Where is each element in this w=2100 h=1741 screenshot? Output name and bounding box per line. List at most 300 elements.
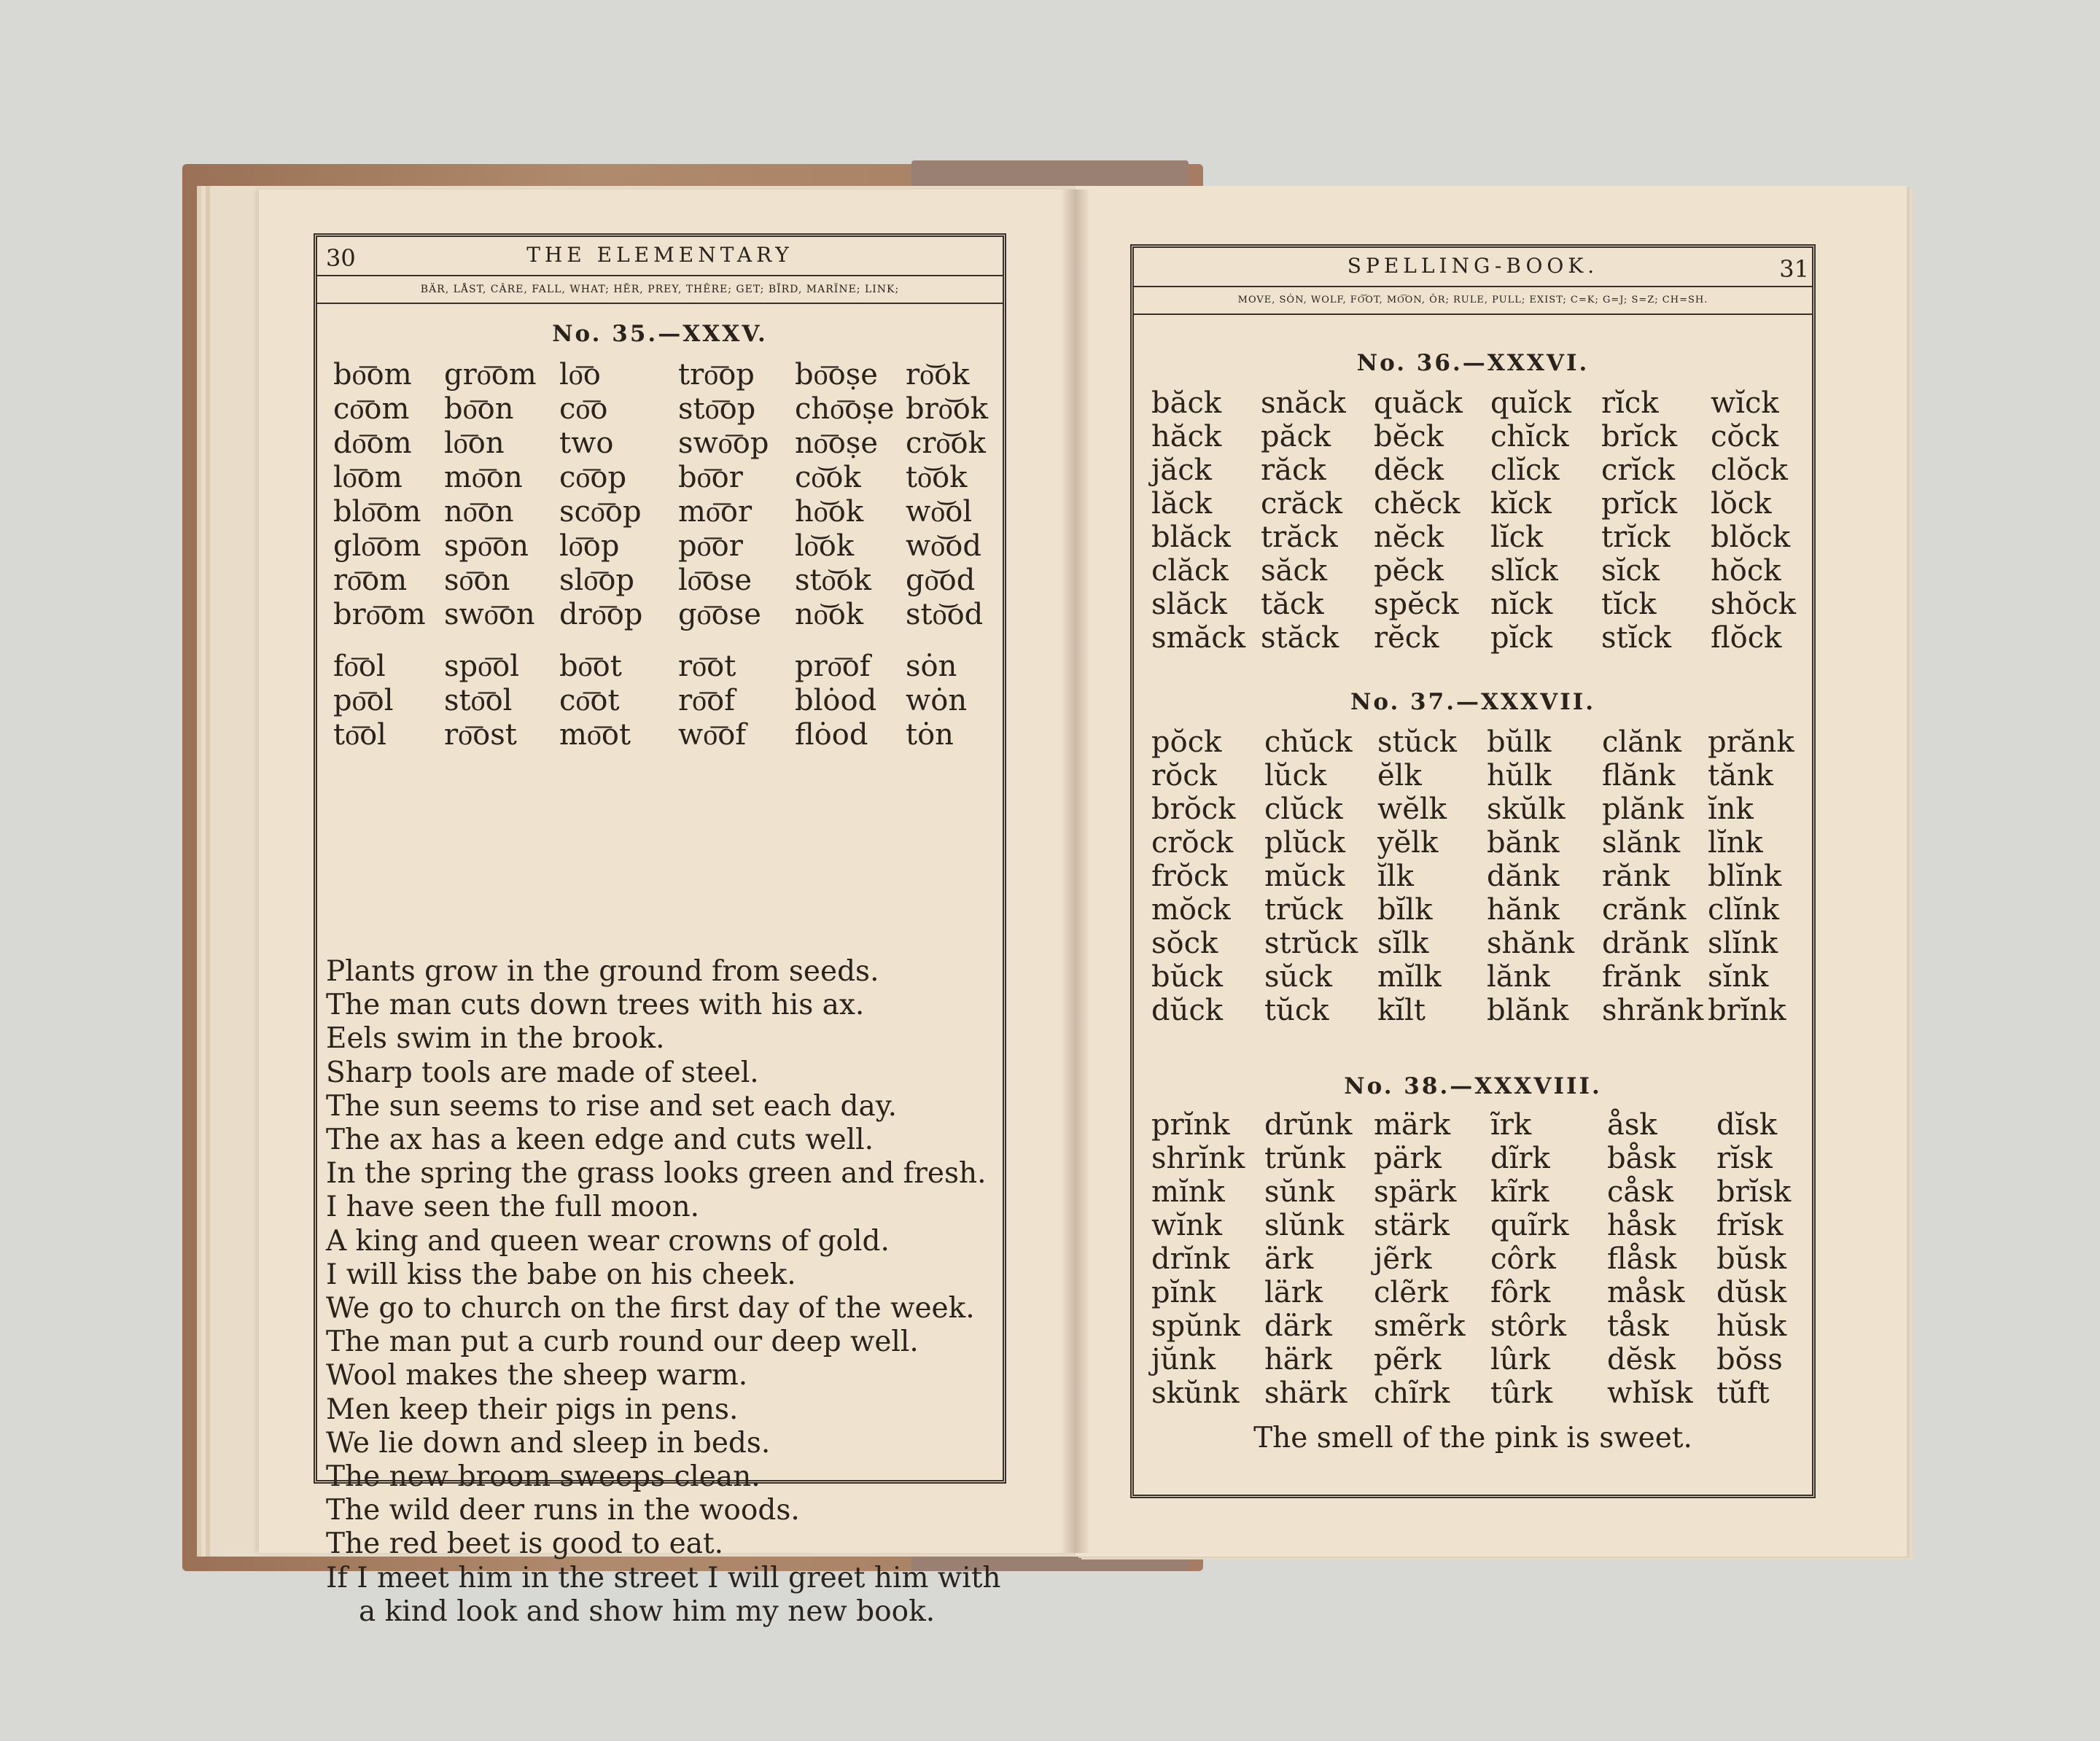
spelling-word: păck: [1261, 420, 1331, 453]
spelling-word: crăck: [1261, 487, 1343, 521]
spelling-word: côrk: [1490, 1242, 1556, 1276]
left-page: [314, 233, 1006, 1628]
sentence-line: The wild deer runs in the woods.: [326, 1494, 800, 1527]
lesson-35-word-table: [333, 357, 993, 631]
spelling-word: dro͞op: [559, 598, 643, 631]
sentence-line: a kind look and show him my new book.: [359, 1594, 936, 1628]
word-row: [1151, 1209, 1804, 1242]
spelling-word: so͞on: [444, 564, 510, 597]
spelling-word: brĭnk: [1708, 994, 1786, 1027]
spelling-word: cro͝ok: [906, 427, 986, 460]
spelling-word: ĭnk: [1708, 792, 1754, 826]
word-row: [333, 649, 993, 683]
spelling-word: bro͝ok: [906, 392, 989, 426]
lesson-35-title: No. 35.—XXXV.: [552, 321, 768, 347]
spelling-word: clŏck: [1711, 453, 1788, 487]
spelling-word: whĭsk: [1607, 1376, 1693, 1410]
sentence-line: I have seen the full moon.: [326, 1191, 699, 1224]
lesson-36-title: No. 36.—XXXVI.: [1356, 350, 1590, 376]
spelling-word: slănk: [1602, 826, 1681, 860]
spelling-word: clănk: [1602, 725, 1682, 759]
spelling-word: båsk: [1607, 1142, 1676, 1175]
spelling-word: bŭlk: [1487, 725, 1552, 759]
spelling-word: wĭck: [1711, 386, 1779, 420]
right-pronunciation-key: MOVE, SȮN, WOLF, FO͝OT, MO͞ON, ÔR; RULE, PULL; EXIST; C=K; G=J; S=Z; CH=SH.: [1134, 286, 1812, 315]
spelling-word: tănk: [1708, 759, 1773, 792]
lesson-35-word-table-2: [333, 649, 993, 752]
spelling-word: do͞om: [333, 427, 412, 460]
spelling-word: wĕlk: [1377, 792, 1447, 826]
spelling-word: ho͝ok: [795, 495, 864, 529]
word-row: [333, 494, 993, 529]
spelling-word: lo͞on: [444, 427, 505, 460]
word-row: [1151, 826, 1795, 860]
spelling-word: stŭck: [1377, 725, 1458, 759]
word-row: [1151, 1242, 1804, 1276]
spelling-word: sco͞op: [559, 495, 642, 529]
spelling-word: quĭck: [1490, 386, 1571, 420]
spelling-word: ro͞of: [678, 684, 736, 717]
spelling-word: sto͞ol: [444, 684, 513, 717]
spelling-word: jŭnk: [1151, 1343, 1216, 1376]
lesson-36-word-table: [1151, 386, 1798, 655]
spelling-word: tĭck: [1601, 588, 1657, 621]
spelling-word: băck: [1151, 386, 1222, 420]
spelling-word: nĕck: [1374, 521, 1444, 554]
word-row: [333, 357, 993, 392]
right-page: [1130, 244, 1816, 1498]
word-row: [1151, 1108, 1804, 1142]
word-row: [1151, 521, 1798, 554]
spelling-word: tro͞op: [678, 358, 755, 392]
spelling-word: slo͞op: [559, 564, 635, 597]
spelling-word: mĭnk: [1151, 1175, 1225, 1209]
spelling-word: prănk: [1708, 725, 1794, 759]
spelling-word: plănk: [1602, 792, 1684, 826]
spelling-word: brŏck: [1151, 792, 1236, 826]
word-row: [1151, 960, 1795, 994]
spelling-word: lo͞ose: [678, 564, 752, 597]
spelling-word: ĩrk: [1490, 1108, 1532, 1142]
spelling-word: märk: [1374, 1108, 1451, 1142]
spelling-word: to͞ol: [333, 718, 386, 752]
spelling-word: sȯn: [906, 649, 957, 683]
spelling-word: bo͞ot: [559, 650, 622, 683]
spelling-word: chĭck: [1490, 420, 1569, 453]
spelling-word: prĭck: [1601, 487, 1678, 521]
spelling-word: cåsk: [1607, 1175, 1674, 1209]
word-row: [1151, 420, 1798, 453]
spelling-word: shrĭnk: [1151, 1142, 1245, 1175]
word-row: [1151, 860, 1795, 893]
spelling-word: slăck: [1151, 588, 1227, 621]
spelling-word: swo͞on: [444, 598, 535, 631]
spelling-word: håsk: [1607, 1209, 1676, 1242]
spelling-word: dĩrk: [1490, 1142, 1550, 1175]
spelling-word: slŭnk: [1264, 1209, 1345, 1242]
left-page-number: 30: [326, 244, 356, 272]
spelling-word: fôrk: [1490, 1276, 1551, 1309]
word-row: [1151, 893, 1795, 927]
spelling-word: bro͞om: [333, 598, 426, 631]
spelling-word: chŭck: [1264, 725, 1353, 759]
spelling-word: quĩrk: [1490, 1209, 1569, 1242]
word-row: [1151, 588, 1798, 621]
spelling-word: smẽrk: [1374, 1309, 1466, 1343]
spelling-word: mo͞ot: [559, 718, 631, 752]
word-row: [333, 392, 993, 426]
word-row: [1151, 1175, 1804, 1209]
word-row: [1151, 1343, 1804, 1376]
spelling-word: sĭck: [1601, 554, 1660, 588]
word-row: [333, 717, 993, 752]
sentence-line: I will kiss the babe on his cheek.: [326, 1258, 796, 1291]
spelling-word: ro͝ok: [906, 358, 970, 392]
spelling-word: cho͞oṣe: [795, 392, 895, 426]
spelling-word: lŏck: [1711, 487, 1772, 521]
spelling-word: bŭsk: [1716, 1242, 1787, 1276]
spelling-word: co͞ot: [559, 684, 620, 717]
spelling-word: drănk: [1602, 927, 1689, 960]
word-row: [1151, 1376, 1804, 1410]
spelling-word: pĭnk: [1151, 1276, 1216, 1309]
spelling-word: brĭck: [1601, 420, 1678, 453]
spelling-word: hŭsk: [1716, 1309, 1787, 1343]
spelling-word: spo͞on: [444, 529, 529, 563]
spelling-word: quăck: [1374, 386, 1463, 420]
spelling-word: kĭlt: [1377, 994, 1426, 1027]
spelling-word: blĭnk: [1708, 860, 1782, 893]
book-gutter: [1061, 190, 1090, 1553]
spelling-word: blȯod: [795, 683, 877, 717]
word-row: [1151, 994, 1795, 1027]
spelling-word: lĭck: [1490, 521, 1544, 554]
spelling-word: shärk: [1264, 1376, 1348, 1410]
spelling-word: spĕck: [1374, 588, 1459, 621]
spelling-word: brĭsk: [1716, 1175, 1792, 1209]
spelling-word: chĕck: [1374, 487, 1461, 521]
spelling-word: no͝ok: [795, 598, 864, 631]
left-pronunciation-key: BÄR, LÅST, CÂRE, FALL, WHAT; HĒR, PREY, THÊRE; GET; BĪRD, MARÏNE; LINK;: [317, 275, 1003, 304]
spelling-word: åsk: [1607, 1108, 1657, 1142]
spelling-word: frĭsk: [1716, 1209, 1784, 1242]
spelling-word: clăck: [1151, 554, 1229, 588]
spelling-word: hănk: [1487, 893, 1560, 927]
spelling-word: lănk: [1487, 960, 1550, 994]
spelling-word: drŭnk: [1264, 1108, 1353, 1142]
spelling-word: frŏck: [1151, 860, 1228, 893]
spelling-word: răck: [1261, 453, 1326, 487]
sentence-line: The man put a curb round our deep well.: [326, 1325, 919, 1359]
spelling-word: bŏss: [1716, 1343, 1783, 1376]
spelling-word: lo͞om: [333, 461, 402, 494]
spelling-word: ro͞ost: [444, 718, 517, 752]
spelling-word: blŏck: [1711, 521, 1791, 554]
spelling-word: mĭlk: [1377, 960, 1442, 994]
spelling-word: two: [559, 426, 614, 460]
spelling-word: måsk: [1607, 1276, 1685, 1309]
word-row: [333, 597, 993, 631]
spelling-word: sĭnk: [1708, 960, 1769, 994]
lesson-37-title: No. 37.—XXXVII.: [1350, 689, 1595, 715]
reading-sentences: [326, 955, 1001, 1629]
spelling-word: smăck: [1151, 621, 1245, 655]
spelling-word: dŭck: [1151, 994, 1224, 1027]
word-row: [333, 683, 993, 717]
spelling-word: pĕck: [1374, 554, 1444, 588]
spelling-word: kĭck: [1490, 487, 1552, 521]
spelling-word: hŏck: [1711, 554, 1781, 588]
spelling-word: swo͞op: [678, 427, 769, 460]
sentence-line: The red beet is good to eat.: [326, 1527, 724, 1561]
spelling-word: stärk: [1374, 1209, 1450, 1242]
spelling-word: hŭlk: [1487, 759, 1552, 792]
word-row: [1151, 1142, 1804, 1175]
word-row: [1151, 386, 1798, 420]
spelling-word: ro͞ot: [678, 650, 736, 683]
lesson-38-word-table: [1151, 1108, 1804, 1410]
spelling-word: lĭnk: [1708, 826, 1763, 860]
spelling-word: mo͞on: [444, 461, 523, 494]
sentence-line: Eels swim in the brook.: [326, 1022, 665, 1056]
spelling-word: spärk: [1374, 1175, 1457, 1209]
spelling-word: yĕlk: [1377, 826, 1439, 860]
spelling-word: glo͞om: [333, 529, 421, 563]
spelling-word: dĭsk: [1716, 1108, 1778, 1142]
spelling-word: flănk: [1602, 759, 1676, 792]
open-book: [182, 160, 1918, 1628]
spelling-word: clŭck: [1264, 792, 1343, 826]
spelling-word: chĩrk: [1374, 1376, 1450, 1410]
spelling-word: spŭnk: [1151, 1309, 1240, 1343]
sentence-line: If I meet him in the street I will greet him with: [326, 1561, 1001, 1594]
spelling-word: pẽrk: [1374, 1343, 1442, 1376]
spelling-word: co͞om: [333, 392, 410, 426]
spelling-word: slĭnk: [1708, 927, 1778, 960]
left-running-head-text: THE ELEMENTARY: [526, 243, 793, 267]
spelling-word: nĭck: [1490, 588, 1553, 621]
spelling-word: snăck: [1261, 386, 1346, 420]
spelling-word: skŭnk: [1151, 1376, 1240, 1410]
spelling-word: trŭnk: [1264, 1142, 1345, 1175]
spelling-word: no͞on: [444, 495, 514, 529]
spelling-word: co͞op: [559, 461, 627, 494]
spelling-word: lûrk: [1490, 1343, 1550, 1376]
spelling-word: sto͝ok: [795, 564, 871, 597]
spelling-word: frănk: [1602, 960, 1681, 994]
spelling-word: cŏck: [1711, 420, 1779, 453]
spelling-word: tŭft: [1716, 1376, 1770, 1410]
spelling-word: wȯn: [906, 683, 968, 717]
spelling-word: clẽrk: [1374, 1276, 1449, 1309]
spelling-word: tȯn: [906, 717, 954, 752]
spelling-word: wo͝od: [906, 529, 981, 563]
spelling-word: spo͞ol: [444, 650, 520, 683]
spelling-word: härk: [1264, 1343, 1332, 1376]
sentence-line: We go to church on the first day of the week.: [326, 1292, 975, 1325]
spelling-word: wĭnk: [1151, 1209, 1223, 1242]
spelling-word: ĭlk: [1377, 860, 1414, 893]
word-row: [1151, 725, 1795, 759]
spelling-word: strŭck: [1264, 927, 1358, 960]
sentence-line: The new broom sweeps clean.: [326, 1460, 761, 1494]
spelling-word: dănk: [1487, 860, 1560, 893]
lesson-38-title: No. 38.—XXXVIII.: [1344, 1073, 1602, 1099]
sentence-line: The man cuts down trees with his ax.: [326, 989, 865, 1022]
word-row: [1151, 927, 1795, 960]
spine-cloth-top: [911, 160, 1189, 190]
spelling-word: clĭck: [1490, 453, 1560, 487]
spelling-word: därk: [1264, 1309, 1332, 1343]
spelling-word: mo͞or: [678, 495, 752, 529]
spelling-word: blăck: [1151, 521, 1231, 554]
spelling-word: pro͞of: [795, 650, 871, 683]
spelling-word: tăck: [1261, 588, 1324, 621]
left-running-head: [317, 243, 1003, 272]
spelling-word: plŭck: [1264, 826, 1345, 860]
spelling-word: jăck: [1151, 453, 1212, 487]
spelling-word: hăck: [1151, 420, 1222, 453]
spelling-word: fo͞ol: [333, 650, 386, 683]
word-row: [1151, 453, 1798, 487]
spelling-word: wo͝ol: [906, 495, 973, 529]
spelling-word: lo͞op: [559, 529, 620, 563]
sentence-line: In the spring the grass looks green and fresh.: [326, 1157, 987, 1191]
spelling-word: tŭck: [1264, 994, 1329, 1027]
spelling-word: stăck: [1261, 621, 1339, 655]
spelling-word: ĕlk: [1377, 759, 1422, 792]
spelling-word: blo͞om: [333, 495, 421, 529]
sentence-line: Sharp tools are made of steel.: [326, 1056, 759, 1089]
spelling-word: flŏck: [1711, 621, 1782, 655]
spelling-word: bŭck: [1151, 960, 1224, 994]
word-row: [1151, 1276, 1804, 1309]
spelling-word: bĭlk: [1377, 893, 1433, 927]
lesson-37-word-table: [1151, 725, 1795, 1027]
spelling-word: sto͝od: [906, 598, 984, 631]
spelling-word: trĭck: [1601, 521, 1671, 554]
spelling-word: sŭnk: [1264, 1175, 1335, 1209]
spelling-word: bĕck: [1374, 420, 1444, 453]
spelling-word: stôrk: [1490, 1309, 1567, 1343]
spelling-word: no͞oṣe: [795, 427, 879, 460]
spelling-word: blănk: [1487, 994, 1569, 1027]
spelling-word: crŏck: [1151, 826, 1234, 860]
spelling-word: slĭck: [1490, 554, 1558, 588]
spelling-word: gro͞om: [444, 358, 537, 392]
spelling-word: kĩrk: [1490, 1175, 1549, 1209]
spelling-word: trŭck: [1264, 893, 1343, 927]
right-running-head-text: SPELLING-BOOK.: [1347, 254, 1599, 278]
spelling-word: pĭck: [1490, 621, 1553, 655]
spelling-word: rŏck: [1151, 759, 1217, 792]
spelling-word: dĕck: [1374, 453, 1444, 487]
spelling-word: sto͞op: [678, 392, 756, 426]
spelling-word: shănk: [1487, 927, 1575, 960]
sentence-line: Plants grow in the ground from seeds.: [326, 955, 879, 988]
spelling-word: po͞ol: [333, 684, 394, 717]
spelling-word: bo͞on: [444, 392, 514, 426]
word-row: [1151, 759, 1795, 792]
spelling-word: lŭck: [1264, 759, 1327, 792]
spelling-word: skŭlk: [1487, 792, 1566, 826]
spelling-word: sŏck: [1151, 927, 1218, 960]
word-row: [1151, 554, 1798, 588]
spelling-word: bo͞or: [678, 461, 743, 494]
word-row: [333, 426, 993, 460]
spelling-word: crănk: [1602, 893, 1687, 927]
spelling-word: săck: [1261, 554, 1328, 588]
sentence-line: A king and queen wear crowns of gold.: [326, 1224, 890, 1258]
sentence-line: Men keep their pigs in pens.: [326, 1393, 739, 1426]
spelling-word: ärk: [1264, 1242, 1314, 1276]
closing-sentence: The smell of the pink is sweet.: [1253, 1422, 1692, 1454]
spelling-word: co͞o: [559, 392, 608, 426]
spelling-word: ro͞om: [333, 564, 408, 597]
spelling-word: flåsk: [1607, 1242, 1677, 1276]
word-row: [333, 460, 993, 494]
spelling-word: flȯod: [795, 717, 868, 752]
spelling-word: bo͞oṣe: [795, 358, 878, 392]
spelling-word: lärk: [1264, 1276, 1323, 1309]
spelling-word: stĭck: [1601, 621, 1672, 655]
spelling-word: shrănk: [1602, 994, 1704, 1027]
spelling-word: bo͞om: [333, 358, 412, 392]
spelling-word: lo͝ok: [795, 529, 855, 563]
spelling-word: clĭnk: [1708, 893, 1779, 927]
spelling-word: drĭnk: [1151, 1242, 1230, 1276]
spelling-word: tûrk: [1490, 1376, 1553, 1410]
spelling-word: wo͞of: [678, 718, 747, 752]
spelling-word: rĭsk: [1716, 1142, 1773, 1175]
spelling-word: jẽrk: [1374, 1242, 1432, 1276]
word-row: [333, 529, 993, 563]
sentence-line: The ax has a keen edge and cuts well.: [326, 1123, 874, 1157]
spelling-word: to͝ok: [906, 461, 968, 494]
spelling-word: dŭsk: [1716, 1276, 1787, 1309]
spelling-word: rănk: [1602, 860, 1670, 893]
spelling-word: go͞ose: [678, 598, 761, 631]
spelling-word: lăck: [1151, 487, 1213, 521]
spelling-word: mŏck: [1151, 893, 1231, 927]
word-row: [1151, 792, 1795, 826]
spelling-word: crĭck: [1601, 453, 1675, 487]
word-row: [1151, 1309, 1804, 1343]
word-row: [1151, 621, 1798, 655]
right-page-number: 31: [1779, 255, 1809, 283]
sentence-line: Wool makes the sheep warm.: [326, 1359, 748, 1393]
spelling-word: tåsk: [1607, 1309, 1669, 1343]
spelling-word: pŏck: [1151, 725, 1222, 759]
word-row: [1151, 487, 1798, 521]
spelling-word: sŭck: [1264, 960, 1332, 994]
spelling-word: shŏck: [1711, 588, 1797, 621]
spelling-word: go͝od: [906, 564, 976, 597]
word-row: [333, 563, 993, 597]
spelling-word: sĭlk: [1377, 927, 1429, 960]
spelling-word: rĕck: [1374, 621, 1439, 655]
sentence-line: The sun seems to rise and set each day.: [326, 1089, 898, 1123]
spelling-word: lo͞o: [559, 358, 601, 392]
spelling-word: prĭnk: [1151, 1108, 1230, 1142]
spelling-word: mŭck: [1264, 860, 1345, 893]
right-running-head: [1134, 254, 1812, 283]
spelling-word: po͞or: [678, 529, 743, 563]
spelling-word: pärk: [1374, 1142, 1442, 1175]
sentence-line: We lie down and sleep in beds.: [326, 1426, 771, 1460]
spelling-word: trăck: [1261, 521, 1338, 554]
spelling-word: dĕsk: [1607, 1343, 1676, 1376]
